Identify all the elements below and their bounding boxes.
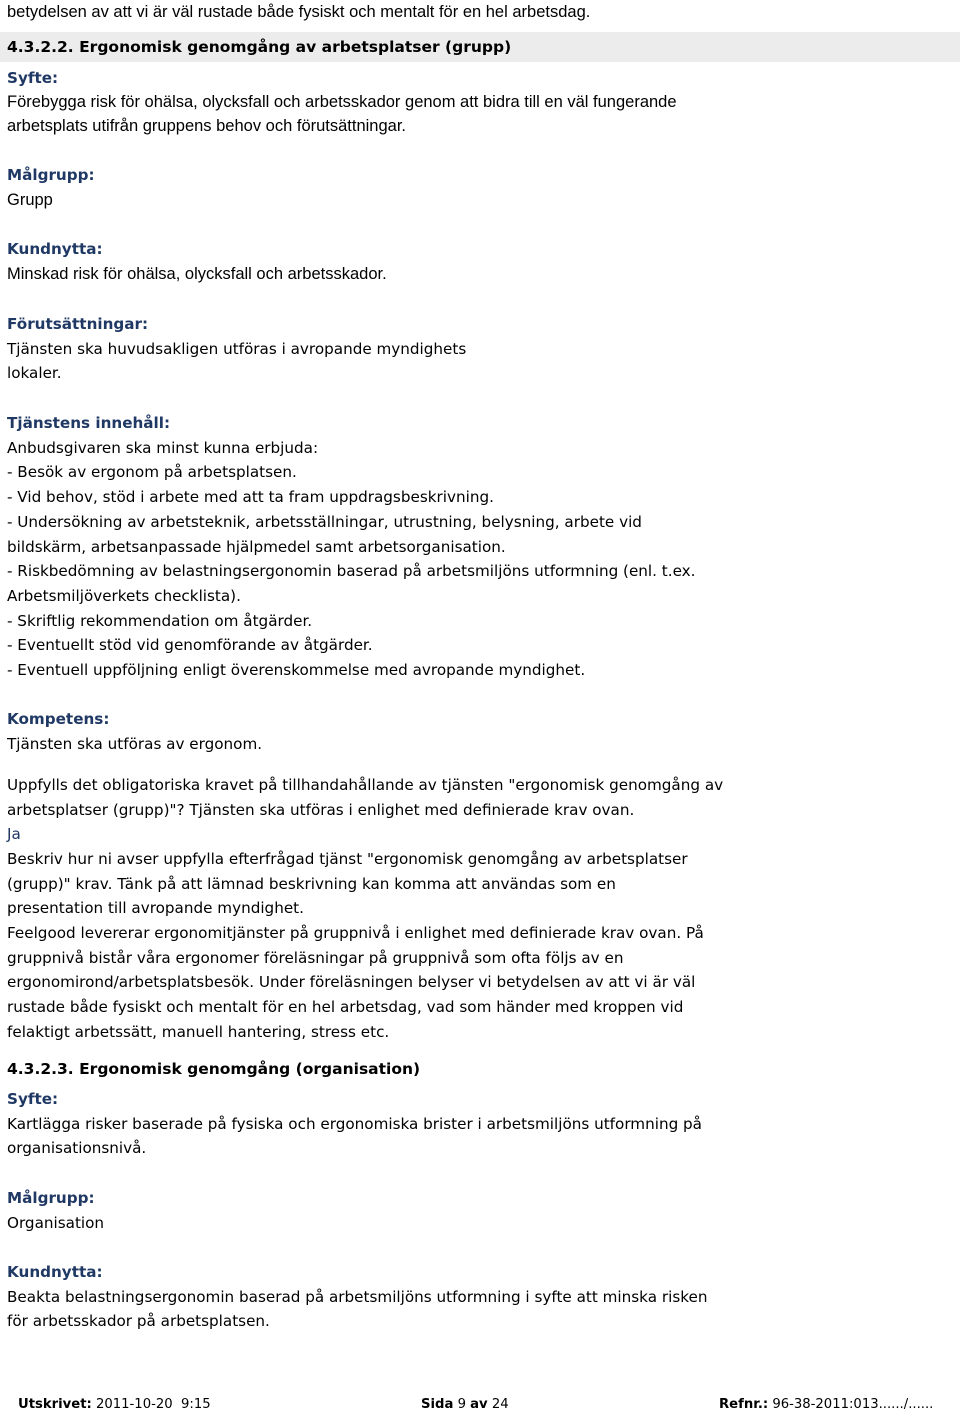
kundnytta-block	[7, 1260, 952, 1334]
footer-printed-value: 2011-10-20 9:15	[95, 1397, 211, 1412]
kompetens-block	[7, 707, 952, 756]
section-heading: 4.3.2.2. Ergonomisk genomgång av arbetsplatser (grupp)	[7, 38, 512, 56]
text-line: bildskärm, arbetsanpassade hjälpmedel samt arbetsorganisation.	[7, 537, 506, 556]
requirement-question	[7, 773, 952, 822]
text-line: Anbudsgivaren ska minst kunna erbjuda:	[7, 438, 319, 457]
footer-page-label: Sida	[421, 1397, 454, 1412]
kundnytta-block	[7, 237, 952, 286]
text-line: - Skriftlig rekommendation om åtgärder.	[7, 611, 313, 630]
kundnytta-value: Minskad risk för ohälsa, olycksfall och arbetsskador.	[7, 264, 387, 283]
syfte-block	[7, 66, 952, 138]
text-line: Beakta belastningsergonomin baserad på arbetsmiljöns utformning i syfte att minska risken	[7, 1287, 708, 1306]
forutsattningar-label: Förutsättningar:	[7, 315, 149, 333]
syfte-label: Syfte:	[7, 1090, 59, 1108]
footer-page-number: 9	[457, 1397, 466, 1412]
text-line: Arbetsmiljöverkets checklista).	[7, 586, 241, 605]
syfte-label: Syfte:	[7, 69, 59, 87]
text-line: för arbetsskador på arbetsplatsen.	[7, 1312, 270, 1331]
text-line: Beskriv hur ni avser uppfylla efterfrågad tjänst "ergonomisk genomgång av arbetsplatser	[7, 850, 688, 868]
footer-page-total: 24	[491, 1397, 509, 1412]
malgrupp-label: Målgrupp:	[7, 1189, 95, 1207]
describe-prompt	[7, 847, 952, 921]
text-line: Förebygga risk för ohälsa, olycksfall och arbetsskador genom att bidra till en väl fungerande	[7, 92, 677, 111]
text-line: Feelgood levererar ergonomitjänster på gruppnivå i enlighet med definierade krav ovan. På	[7, 924, 704, 942]
text-line: gruppnivå bistår våra ergonomer föreläsningar på gruppnivå som ofta följs av en	[7, 948, 624, 967]
forutsattningar-block	[7, 312, 952, 386]
innehall-label: Tjänstens innehåll:	[7, 414, 171, 432]
section-heading: 4.3.2.3. Ergonomisk genomgång (organisation)	[7, 1060, 421, 1078]
text-line: Uppfylls det obligatoriska kravet på tillhandahållande av tjänsten "ergonomisk genomgång av	[7, 776, 724, 794]
text-line: arbetsplats utifrån gruppens behov och förutsättningar.	[7, 116, 407, 135]
text-line: - Undersökning av arbetsteknik, arbetsställningar, utrustning, belysning, arbete vid	[7, 512, 642, 531]
footer-printed	[18, 1396, 211, 1414]
text-line: Kartlägga risker baserade på fysiska och ergonomiska brister i arbetsmiljöns utformning på	[7, 1114, 702, 1133]
malgrupp-block	[7, 1186, 952, 1235]
text-line: - Eventuellt stöd vid genomförande av åtgärder.	[7, 636, 373, 655]
section-heading-band	[0, 32, 960, 62]
footer-refnr-label: Refnr.:	[719, 1397, 769, 1412]
response-text	[7, 921, 952, 1045]
text-line: ergonomirond/arbetsplatsbesök. Under föreläsningen belyser vi betydelsen av att vi är väl	[7, 973, 696, 992]
kundnytta-label: Kundnytta:	[7, 1263, 103, 1281]
malgrupp-label: Målgrupp:	[7, 166, 95, 184]
text-line: organisationsnivå.	[7, 1139, 147, 1158]
answer-value: Ja	[7, 825, 21, 843]
text-line: Tjänsten ska huvudsakligen utföras i avropande myndighets	[7, 339, 467, 358]
kundnytta-label: Kundnytta:	[7, 240, 103, 258]
text-line: presentation till avropande myndighet.	[7, 899, 304, 918]
text-line: arbetsplatser (grupp)"? Tjänsten ska utföras i enlighet med definierade krav ovan.	[7, 800, 635, 819]
text-line: rustade både fysiskt och mentalt för en hel arbetsdag, vad som händer med kroppen vid	[7, 998, 684, 1017]
kompetens-label: Kompetens:	[7, 710, 110, 728]
footer-printed-label: Utskrivet:	[18, 1397, 92, 1412]
kompetens-value: Tjänsten ska utföras av ergonom.	[7, 734, 263, 753]
text-line: - Vid behov, stöd i arbete med att ta fram uppdragsbeskrivning.	[7, 488, 494, 507]
text-line: felaktigt arbetssätt, manuell hantering, stress etc.	[7, 1022, 390, 1041]
continued-text	[7, 0, 952, 24]
answer-block	[7, 822, 952, 847]
malgrupp-value: Grupp	[7, 190, 53, 209]
footer-page	[421, 1396, 509, 1414]
text-line: - Besök av ergonom på arbetsplatsen.	[7, 463, 297, 482]
malgrupp-block	[7, 163, 952, 212]
text-line: lokaler.	[7, 364, 62, 383]
text-line: - Riskbedömning av belastningsergonomin baserad på arbetsmiljöns utformning (enl. t.ex.	[7, 562, 696, 581]
text-line: betydelsen av att vi är väl rustade både fysiskt och mentalt för en hel arbetsdag.	[7, 3, 591, 21]
footer-of-label: av	[470, 1397, 488, 1412]
syfte-block	[7, 1087, 952, 1161]
malgrupp-value: Organisation	[7, 1213, 105, 1232]
innehall-block	[7, 411, 952, 683]
text-line: (grupp)" krav. Tänk på att lämnad beskrivning kan komma att användas som en	[7, 874, 616, 893]
footer-refnr	[719, 1396, 933, 1414]
text-line: - Eventuell uppföljning enligt överenskommelse med avropande myndighet.	[7, 661, 586, 680]
footer-refnr-value: 96-38-2011:013....../......	[772, 1397, 934, 1412]
